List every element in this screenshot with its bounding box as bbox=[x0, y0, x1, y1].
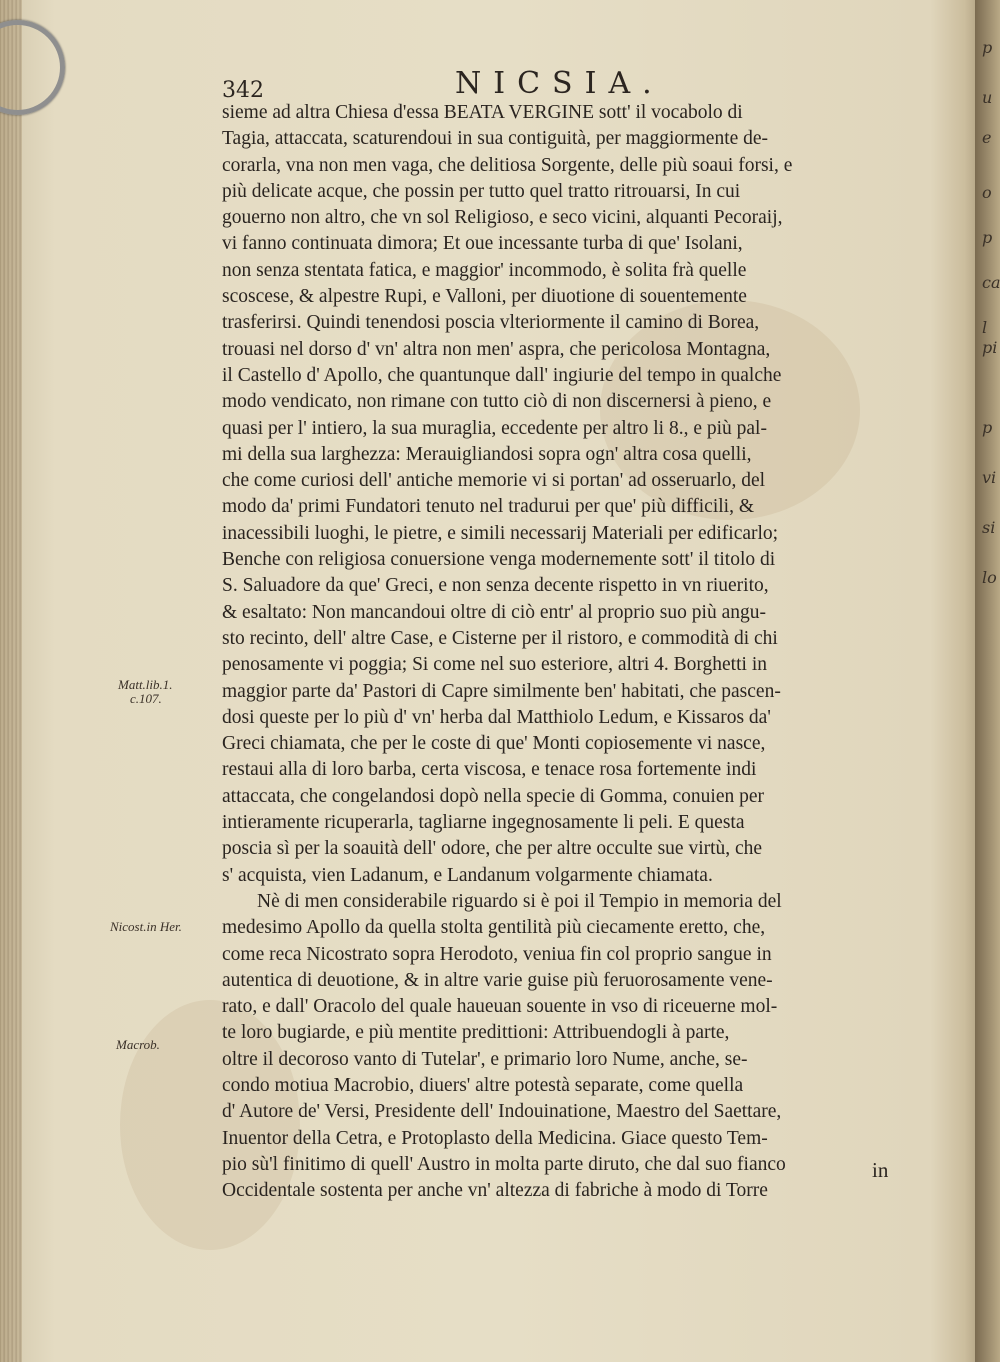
text-line: il Castello d' Apollo, che quantunque dall' ingiurie del tempo in qualche bbox=[222, 364, 782, 386]
text-line: non senza stentata fatica, e maggior' incommodo, è solita frà quelle bbox=[222, 259, 747, 281]
text-line: scoscese, & alpestre Rupi, e Valloni, per diuotione di souentemente bbox=[222, 286, 747, 308]
text-line: trouasi nel dorso d' vn' altra non men' aspra, che pericolosa Montagna, bbox=[222, 338, 771, 360]
text-line: Inuentor della Cetra, e Protoplasto della Medicina. Giace questo Tem- bbox=[222, 1127, 768, 1149]
facing-page-fragment: u bbox=[982, 88, 993, 107]
facing-page-fragment: vi bbox=[982, 468, 997, 487]
text-line: attaccata, che congelandosi dopò nella specie di Gomma, conuien per bbox=[222, 785, 764, 807]
text-line: Benche con religiosa conuersione venga modernemente sott' il titolo di bbox=[222, 549, 776, 571]
text-line: restaui alla di loro barba, certa viscosa, e tenace rosa fortemente indi bbox=[222, 759, 757, 781]
facing-page-fragment: p bbox=[982, 228, 993, 247]
text-line: S. Saluadore da que' Greci, e non senza decente rispetto in vn riuerito, bbox=[222, 575, 769, 597]
text-line: sieme ad altra Chiesa d'essa BEATA VERGINE sott' il vocabolo di bbox=[222, 102, 743, 123]
text-line: rato, e dall' Oracolo del quale haueuan souente in vso di riceuerne mol- bbox=[222, 996, 778, 1018]
facing-page-fragment: pi bbox=[982, 338, 998, 357]
text-line: modo da' primi Fundatori tenuto nel tradurui per que' più difficili, & bbox=[222, 496, 754, 518]
text-line: mi della sua larghezza: Merauigliandosi sopra ogn' altra cosa quelli, bbox=[222, 443, 752, 465]
text-line: intieramente ricuperarla, tagliarne ingegnosamente li peli. E questa bbox=[222, 812, 745, 834]
text-line: poscia sì per la soauità dell' odore, che per altre occulte sue virtù, che bbox=[222, 838, 763, 860]
page-number: 342 bbox=[222, 78, 264, 103]
text-line: & esaltato: Non mancandoui oltre di ciò entr' al proprio suo più angu- bbox=[222, 601, 766, 623]
text-line: sto recinto, dell' altre Case, e Cisterne per il ristoro, e commodità di chi bbox=[222, 627, 778, 649]
text-line: medesimo Apollo da quella stolta gentilità più ciecamente eretto, che, bbox=[222, 917, 766, 939]
text-line: condo motiua Macrobio, diuers' altre potestà separate, come quella bbox=[222, 1074, 744, 1096]
margin-note-line: Matt.lib.1. bbox=[118, 677, 173, 692]
facing-page-fragment: ca bbox=[982, 273, 1000, 292]
margin-note: Macrob. bbox=[116, 1037, 160, 1052]
text-line: gouerno non altro, che vn sol Religioso, e seco vicini, alquanti Pecoraij, bbox=[222, 207, 783, 229]
body-text bbox=[222, 100, 937, 1204]
text-line: corarla, vna non men vaga, che delitiosa Sorgente, delle più soaui forsi, e bbox=[222, 154, 793, 176]
text-line: trasferirsi. Quindi tenendosi poscia vlteriormente il camino di Borea, bbox=[222, 312, 760, 334]
facing-page-fragment: l bbox=[982, 318, 988, 337]
text-line: Greci chiamata, che per le coste di que' Monti copiosemente vi nasce, bbox=[222, 733, 766, 755]
facing-page-fragment: p bbox=[982, 418, 993, 437]
text-line: più delicate acque, che possin per tutto quel tratto ritrouarsi, In cui bbox=[222, 180, 741, 202]
text-line: Tagia, attaccata, scaturendoui in sua contiguità, per maggiormente de- bbox=[222, 128, 769, 150]
margin-note: Nicost.in Her. bbox=[110, 919, 182, 934]
text-line: che come curiosi dell' antiche memorie vi si portan' ad osseruarlo, del bbox=[222, 470, 766, 492]
facing-page-fragment: p bbox=[982, 38, 993, 57]
catchword: in bbox=[872, 1158, 889, 1182]
facing-page-fragment: lo bbox=[982, 568, 997, 587]
facing-page-fragment: e bbox=[982, 128, 992, 147]
facing-page-fragment: o bbox=[982, 183, 992, 202]
text-line: dosi queste per lo più d' vn' herba dal Matthiolo Ledum, e Kissaros da' bbox=[222, 706, 771, 728]
text-line: come reca Nicostrato sopra Herodoto, veniua fin col proprio sangue in bbox=[222, 943, 772, 965]
margin-note-line: c.107. bbox=[130, 691, 162, 706]
text-line: inacessibili luoghi, le pietre, e simili necessarij Materiali per edificarlo; bbox=[222, 522, 779, 544]
text-line: quasi per l' intiero, la sua muraglia, eccedente per altro li 8., e più pal- bbox=[222, 417, 767, 439]
text-line: Occidentale sostenta per anche vn' altezza di fabriche à modo di Torre bbox=[222, 1180, 768, 1202]
text-line: te loro bugiarde, e più mentite predittioni: Attribuendogli à parte, bbox=[222, 1022, 730, 1044]
margin-note bbox=[118, 678, 173, 706]
text-line: Nè di men considerabile riguardo si è poi il Tempio in memoria del bbox=[257, 890, 782, 912]
text-line: maggior parte da' Pastori di Capre similmente ben' habitati, che pascen- bbox=[222, 680, 781, 702]
facing-page-edge bbox=[975, 0, 1000, 1362]
binding-ring bbox=[0, 20, 65, 115]
text-line: autentica di deuotione, & in altre varie guise più feruorosamente vene- bbox=[222, 969, 773, 991]
facing-page-fragment: si bbox=[982, 518, 996, 537]
text-line: d' Autore de' Versi, Presidente dell' Indouinatione, Maestro del Saettare, bbox=[222, 1101, 782, 1123]
text-line: vi fanno continuata dimora; Et oue incessante turba di que' Isolani, bbox=[222, 233, 743, 255]
page-edge-stack bbox=[0, 0, 22, 1362]
text-line: s' acquista, vien Ladanum, e Landanum volgarmente chiamata. bbox=[222, 864, 713, 886]
running-header: NICSIA. bbox=[455, 66, 664, 101]
text-line: penosamente vi poggia; Si come nel suo esteriore, altri 4. Borghetti in bbox=[222, 654, 767, 676]
text-line: pio sù'l finitimo di quell' Austro in molta parte diruto, che dal suo fianco bbox=[222, 1153, 786, 1175]
text-line: oltre il decoroso vanto di Tutelar', e primario loro Nume, anche, se- bbox=[222, 1048, 748, 1070]
text-line: modo vendicato, non rimane con tutto ciò di non discernersi à pieno, e bbox=[222, 391, 772, 413]
